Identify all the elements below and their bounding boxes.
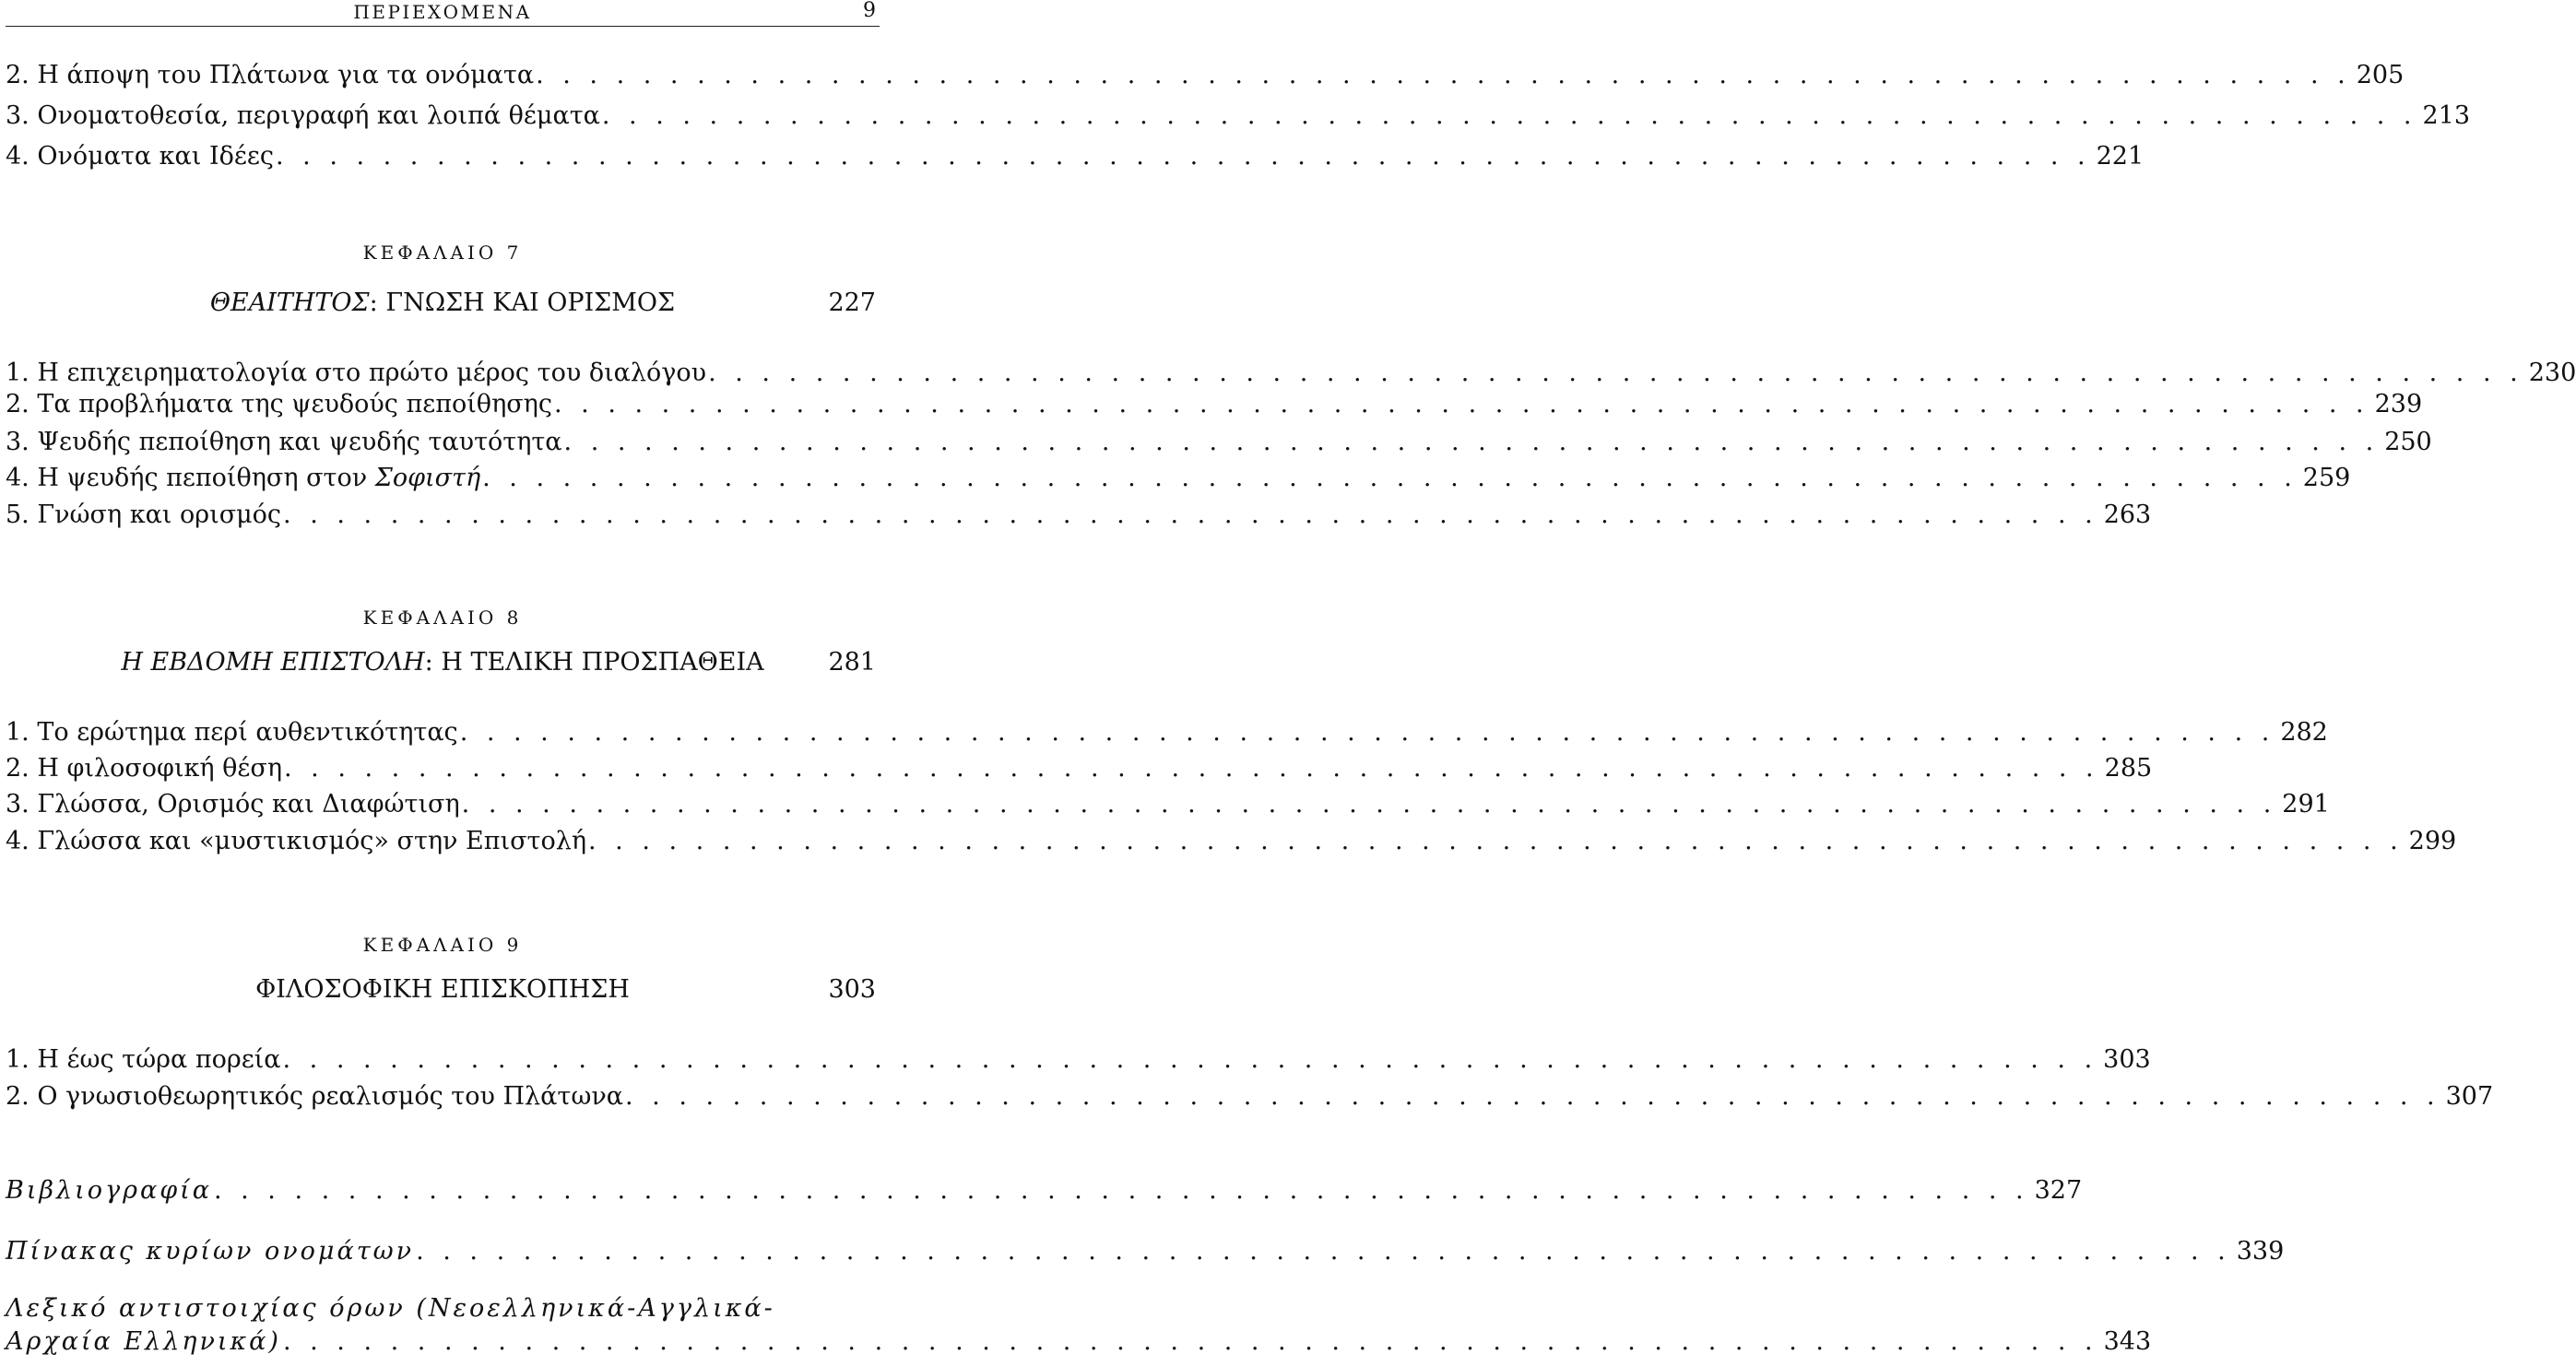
toc-backmatter-entry <box>6 1327 2152 1362</box>
leader-dots: . . . . . . . . . . . . . . . . . . . . . . . . . . . . . . . . . . . . . . . . . . . . . . . . . . . . . . . . . . . . . . . . . . . . <box>482 464 2298 492</box>
toc-entry-label: 2. Τα προβλήματα της ψευδούς πεποίθησης <box>6 390 552 418</box>
toc-entry-page: 299 <box>2408 827 2457 855</box>
leader-dots: . . . . . . . . . . . . . . . . . . . . . . . . . . . . . . . . . . . . . . . . . . . . . . . . . . . . . . . . . . . . . . . . . . . . <box>282 1045 2098 1074</box>
leader-dots: . . . . . . . . . . . . . . . . . . . . . . . . . . . . . . . . . . . . . . . . . . . . . . . . . . . . . . . . . . . . . . . . . . . . <box>588 827 2404 855</box>
toc-entry-page: 307 <box>2445 1082 2494 1111</box>
header-title: ΠΕΡΙΕΧΟΜΕΝΑ <box>353 1 532 23</box>
chapter-title-rest: : Η ΤΕΛΙΚΗ ΠΡΟΣΠΑΘΕΙΑ <box>424 648 764 677</box>
leader-dots: . . . . . . . . . . . . . . . . . . . . . . . . . . . . . . . . . . . . . . . . . . . . . . . . . . . . . . . . . . . . . . . . . . . . <box>536 61 2351 89</box>
toc-entry <box>6 1045 2151 1080</box>
leader-dots: . . . . . . . . . . . . . . . . . . . . . . . . . . . . . . . . . . . . . . . . . . . . . . . . . . . . . . . . . . . . . . . . . . . . <box>624 1082 2440 1111</box>
chapter-heading: ΚΕΦΑΛΑΙΟ 9 <box>362 934 523 956</box>
leader-dots: . . . . . . . . . . . . . . . . . . . . . . . . . . . . . . . . . . . . . . . . . . . . . . . . . . . . . . . . . . . . . . . . . . . . <box>461 790 2277 818</box>
toc-entry-label: 5. Γνώση και ορισμός <box>6 500 282 529</box>
toc-entry-page: 221 <box>2096 142 2145 171</box>
toc-entry-label: 3. Ονοματοθεσία, περιγραφή και λοιπά θέματα <box>6 101 600 130</box>
toc-backmatter-entry <box>6 1176 2083 1211</box>
toc-entry <box>6 827 2457 862</box>
toc-entry <box>6 500 2152 536</box>
toc-entry-page: 250 <box>2384 428 2432 456</box>
toc-entry-label: Πίνακας κυρίων ονομάτων <box>6 1237 415 1266</box>
toc-entry-label: 1. Το ερώτημα περί αυθεντικότητας <box>6 718 458 747</box>
toc-entry <box>6 1082 2494 1117</box>
toc-entry <box>6 390 2423 425</box>
toc-entry-label: 2. Η φιλοσοφική θέση <box>6 754 282 783</box>
toc-entry-label: 4. Ονόματα και Ιδέες <box>6 142 274 171</box>
toc-entry-page: 339 <box>2236 1237 2285 1266</box>
toc-entry-page: 327 <box>2034 1176 2083 1205</box>
chapter-title <box>92 648 793 677</box>
chapter-page: 227 <box>828 289 876 317</box>
leader-dots: . . . . . . . . . . . . . . . . . . . . . . . . . . . . . . . . . . . . . . . . . . . . . . . . . . . . . . . . . . . . . . . . . . . . <box>459 718 2275 747</box>
toc-entry-label: Αρχαία Ελληνικά) <box>6 1327 281 1356</box>
leader-dots: . . . . . . . . . . . . . . . . . . . . . . . . . . . . . . . . . . . . . . . . . . . . . . . . . . . . . . . . . . . . . . . . . . . . <box>284 754 2099 783</box>
toc-entry-label: Βιβλιογραφία <box>6 1176 212 1205</box>
leader-dots: . . . . . . . . . . . . . . . . . . . . . . . . . . . . . . . . . . . . . . . . . . . . . . . . . . . . . . . . . . . . . . . . . . . . <box>282 1327 2098 1356</box>
toc-entry-label: 4. Η ψευδής πεποίθηση στον Σοφιστή <box>6 464 481 492</box>
toc-entry-page: 205 <box>2356 61 2405 89</box>
toc-entry-label: 3. Γλώσσα, Ορισμός και Διαφώτιση <box>6 790 460 818</box>
toc-entry-label: Λεξικό αντιστοιχίας όρων (Νεοελληνικά-Αγγλικά- <box>6 1294 775 1323</box>
leader-dots: . . . . . . . . . . . . . . . . . . . . . . . . . . . . . . . . . . . . . . . . . . . . . . . . . . . . . . . . . . . . . . . . . . . . <box>416 1237 2231 1266</box>
toc-entry-page: 263 <box>2103 500 2152 529</box>
toc-entry <box>6 61 2405 96</box>
toc-entry-page: 303 <box>2103 1045 2151 1074</box>
toc-entry <box>6 359 2576 394</box>
toc-entry-label: 4. Γλώσσα και «μυστικισμός» στην Επιστολή <box>6 827 587 855</box>
toc-entry <box>6 101 2471 136</box>
chapter-title-italic: ΘΕΑΙΤΗΤΟΣ <box>209 289 370 317</box>
toc-entry <box>6 754 2153 789</box>
toc-entry <box>6 428 2432 463</box>
chapter-page: 303 <box>828 975 876 1004</box>
toc-backmatter-entry <box>6 1237 2285 1272</box>
leader-dots: . . . . . . . . . . . . . . . . . . . . . . . . . . . . . . . . . . . . . . . . . . . . . . . . . . . . . . . . . . . . . . . . . . . . <box>563 428 2380 456</box>
leader-dots: . . . . . . . . . . . . . . . . . . . . . . . . . . . . . . . . . . . . . . . . . . . . . . . . . . . . . . . . . . . . . . . . . . . . <box>601 101 2417 130</box>
leader-dots: . . . . . . . . . . . . . . . . . . . . . . . . . . . . . . . . . . . . . . . . . . . . . . . . . . . . . . . . . . . . . . . . . . . . <box>708 359 2523 387</box>
leader-dots: . . . . . . . . . . . . . . . . . . . . . . . . . . . . . . . . . . . . . . . . . . . . . . . . . . . . . . . . . . . . . . . . . . . . <box>213 1176 2029 1205</box>
toc-entry <box>6 718 2328 753</box>
chapter-title-rest: : ΓΝΩΣΗ ΚΑΙ ΟΡΙΣΜΟΣ <box>369 289 676 317</box>
toc-entry-label: 1. Η έως τώρα πορεία <box>6 1045 281 1074</box>
toc-backmatter-entry-line1 <box>6 1294 876 1329</box>
toc-entry <box>6 464 2351 499</box>
toc-entry-page: 213 <box>2422 101 2471 130</box>
toc-entry <box>6 142 2145 177</box>
toc-entry-label: 1. Η επιχειρηματολογία στο πρώτο μέρος του διαλόγου <box>6 359 707 387</box>
leader-dots: . . . . . . . . . . . . . . . . . . . . . . . . . . . . . . . . . . . . . . . . . . . . . . . . . . . . . . . . . . . . . . . . . . . . <box>553 390 2369 418</box>
toc-entry <box>6 790 2330 825</box>
leader-dots: . . . . . . . . . . . . . . . . . . . . . . . . . . . . . . . . . . . . . . . . . . . . . . . . . . . . . . . . . . . . . . . . . . . . <box>283 500 2098 529</box>
chapter-title-italic: Η ΕΒΔΟΜΗ ΕΠΙΣΤΟΛΗ <box>121 648 425 677</box>
header-page-number: 9 <box>863 0 876 22</box>
leader-dots: . . . . . . . . . . . . . . . . . . . . . . . . . . . . . . . . . . . . . . . . . . . . . . . . . . . . . . . . . . . . . . . . . . . . <box>275 142 2091 171</box>
toc-entry-page: 285 <box>2104 754 2153 783</box>
toc-entry-page: 230 <box>2528 359 2576 387</box>
chapter-heading: ΚΕΦΑΛΑΙΟ 8 <box>362 606 523 629</box>
toc-entry-page: 343 <box>2103 1327 2152 1356</box>
running-header <box>6 0 880 27</box>
toc-entry-label: 2. Ο γνωσιοθεωρητικός ρεαλισμός του Πλάτωνα <box>6 1082 623 1111</box>
chapter-title: ΦΙΛΟΣΟΦΙΚΗ ΕΠΙΣΚΟΠΗΣΗ <box>255 975 630 1004</box>
toc-entry-page: 291 <box>2282 790 2330 818</box>
chapter-title <box>92 289 793 317</box>
toc-entry-label: 2. Η άποψη του Πλάτωνα για τα ονόματα <box>6 61 535 89</box>
toc-entry-page: 282 <box>2280 718 2328 747</box>
toc-entry-page: 259 <box>2302 464 2351 492</box>
toc-entry-label: 3. Ψευδής πεποίθηση και ψευδής ταυτότητα <box>6 428 562 456</box>
chapter-page: 281 <box>828 648 876 677</box>
toc-entry-page: 239 <box>2374 390 2423 418</box>
chapter-heading: ΚΕΦΑΛΑΙΟ 7 <box>362 241 523 264</box>
